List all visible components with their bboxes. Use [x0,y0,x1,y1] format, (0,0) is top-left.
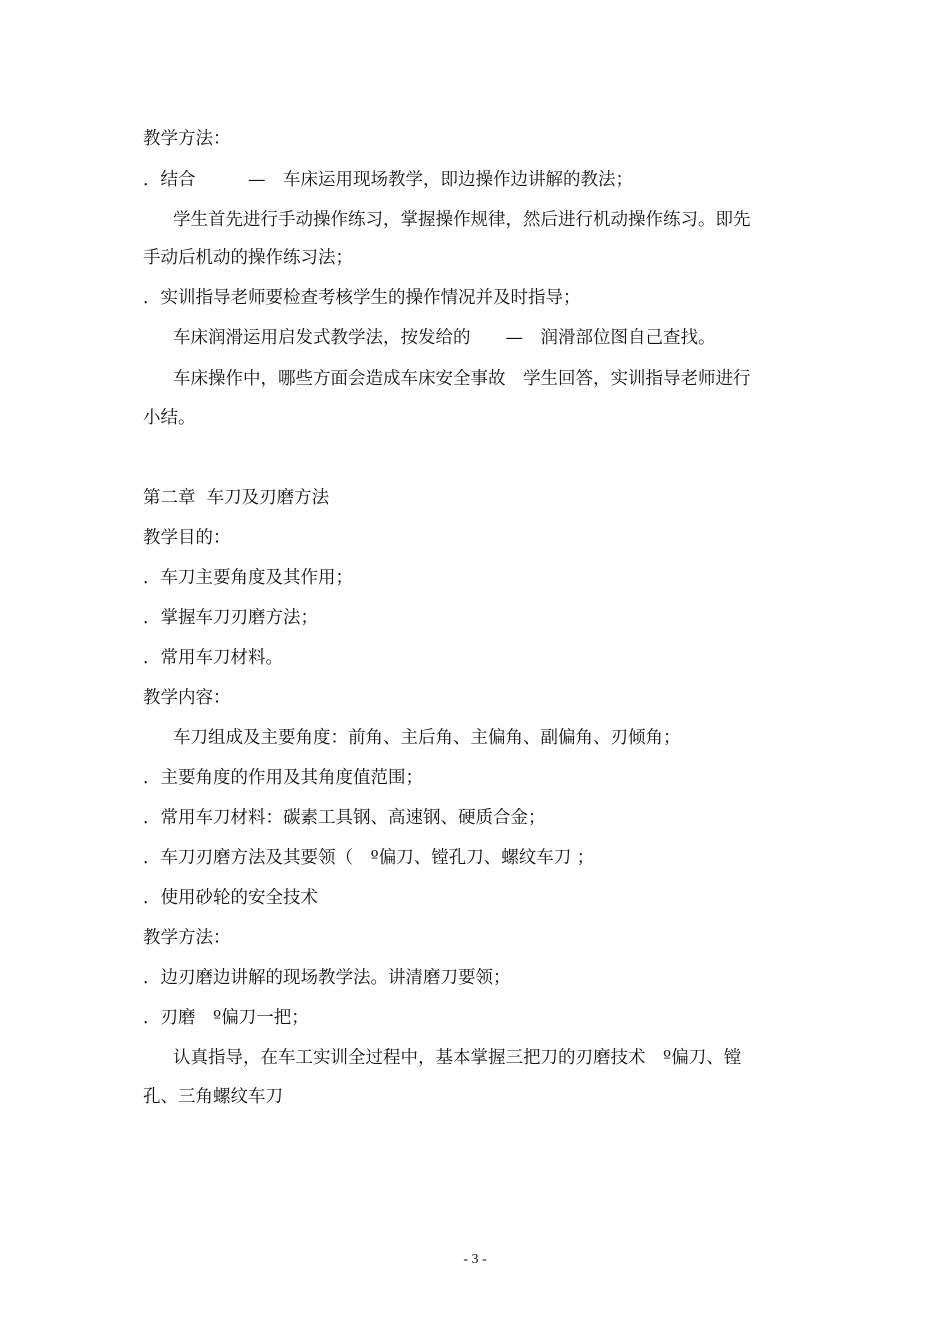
list-item: ．常用车刀材料。 [143,648,283,668]
paragraph-line: 认真指导，在车工实训全过程中，基本掌握三把刀的刃磨技术 º偏刀、镗 [173,1048,742,1068]
paragraph-line: 车床操作中，哪些方面会造成车床安全事故 学生回答，实训指导老师进行 [173,369,751,389]
paragraph-line: 学生首先进行手动操作练习，掌握操作规律，然后进行机动操作练习。即先 [173,210,751,230]
list-item: ．边刃磨边讲解的现场教学法。讲清磨刀要领； [143,968,511,988]
section-heading: 教学内容： [143,688,231,708]
list-item: ．常用车刀材料：碳素工具钢、高速钢、硬质合金； [143,808,546,828]
list-item: 车刀组成及主要角度：前角、主后角、主偏角、副偏角、刃倾角； [173,728,681,748]
list-item: ．车刀刃磨方法及其要领（ º偏刀、镗孔刀、螺纹车刀 ； [143,848,595,868]
paragraph-line: 手动后机动的操作练习法； [143,248,353,268]
paragraph-line: 孔、三角螺纹车刀 [143,1087,283,1107]
list-item: ．刃磨 º偏刀一把； [143,1008,309,1028]
list-item: ．车刀主要角度及其作用； [143,568,353,588]
paragraph-line: ．实训指导老师要检查考核学生的操作情况并及时指导； [143,288,581,308]
list-item: ．使用砂轮的安全技术 [143,888,318,908]
section-heading: 教学目的： [143,528,231,548]
chapter-title: 第二章 车刀及刃磨方法 [143,488,330,508]
section-heading: 教学方法： [143,928,231,948]
list-item: ．主要角度的作用及其角度值范围； [143,768,423,788]
paragraph-line: 车床润滑运用启发式教学法，按发给的 — 润滑部位图自己查找。 [173,328,716,348]
list-item: ．掌握车刀刃磨方法； [143,608,318,628]
section-heading: 教学方法： [143,129,231,149]
paragraph-line: ．结合 — 车床运用现场教学，即边操作边讲解的教法； [143,170,633,190]
page-number: - 3 - [463,1252,487,1267]
paragraph-line: 小结。 [143,408,196,428]
